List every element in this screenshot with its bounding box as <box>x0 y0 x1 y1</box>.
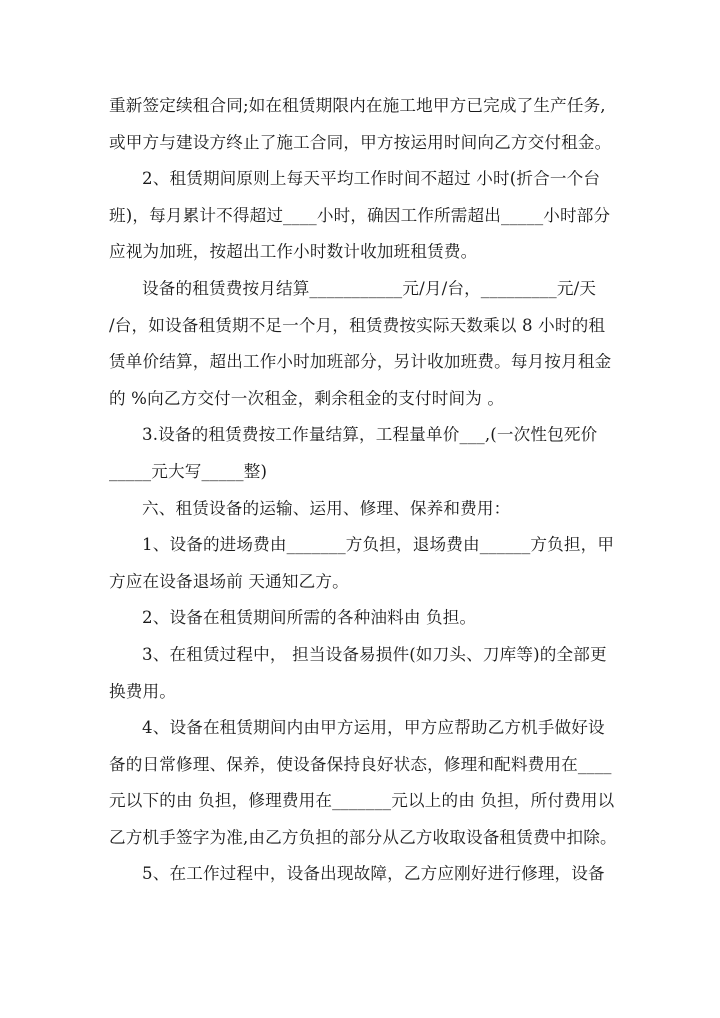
text-line: 班)，每月累计不得超过____小时，确因工作所需超出_____小时部分 <box>109 205 611 225</box>
text-line: _____元大写_____整) <box>109 461 268 481</box>
text-line: 2、租赁期间原则上每天平均工作时间不超过 小时(折合一个台 <box>142 169 601 189</box>
text-line: 赁单价结算，超出工作小时加班部分，另计收加班费。每月按月租金 <box>109 352 612 372</box>
text-line: 5、在工作过程中，设备出现故障，乙方应刚好进行修理，设备 <box>142 864 605 884</box>
text-line: /台，如设备租赁期不足一个月，租赁费按实际天数乘以 8 小时的租 <box>109 315 606 335</box>
text-line: 乙方机手签字为准,由乙方负担的部分从乙方收取设备租赁费中扣除。 <box>109 827 617 847</box>
text-line: 重新签定续租合同;如在租赁期限内在施工地甲方已完成了生产任务, <box>109 96 606 115</box>
text-line: 3、在租赁过程中， 担当设备易损件(如刀头、刀库等)的全部更 <box>142 644 607 664</box>
text-line: 1、设备的进场费由_______方负担，退场费由______方负担，甲 <box>142 535 615 555</box>
text-line: 备的日常修理、保养，使设备保持良好状态，修理和配料费用在____ <box>109 754 612 774</box>
section-heading: 六、租赁设备的运输、运用、修理、保养和费用： <box>142 498 511 518</box>
text-line: 的 %向乙方交付一次租金，剩余租金的支付时间为 。 <box>109 388 505 408</box>
text-line: 换费用。 <box>109 681 176 701</box>
text-line: 元以下的由 负担，修理费用在_______元以上的由 负担，所付费用以 <box>109 791 615 811</box>
text-line: 应视为加班，按超出工作小时数计收加班租赁费。 <box>109 242 478 262</box>
text-line: 方应在设备退场前 天通知乙方。 <box>109 571 349 591</box>
text-line: 3.设备的租赁费按工作量结算，工程量单价___,(一次性包死价 <box>142 425 598 445</box>
text-line: 2、设备在租赁期间所需的各种油料由 负担。 <box>142 608 477 628</box>
text-line: 设备的租赁费按月结算___________元/月/台，_________元/天 <box>142 278 597 298</box>
document-body <box>109 88 619 893</box>
text-line: 或甲方与建设方终止了施工合同，甲方按运用时间向乙方交付租金。 <box>109 132 612 152</box>
text-line: 4、设备在租赁期间内由甲方运用，甲方应帮助乙方机手做好设 <box>142 718 605 738</box>
